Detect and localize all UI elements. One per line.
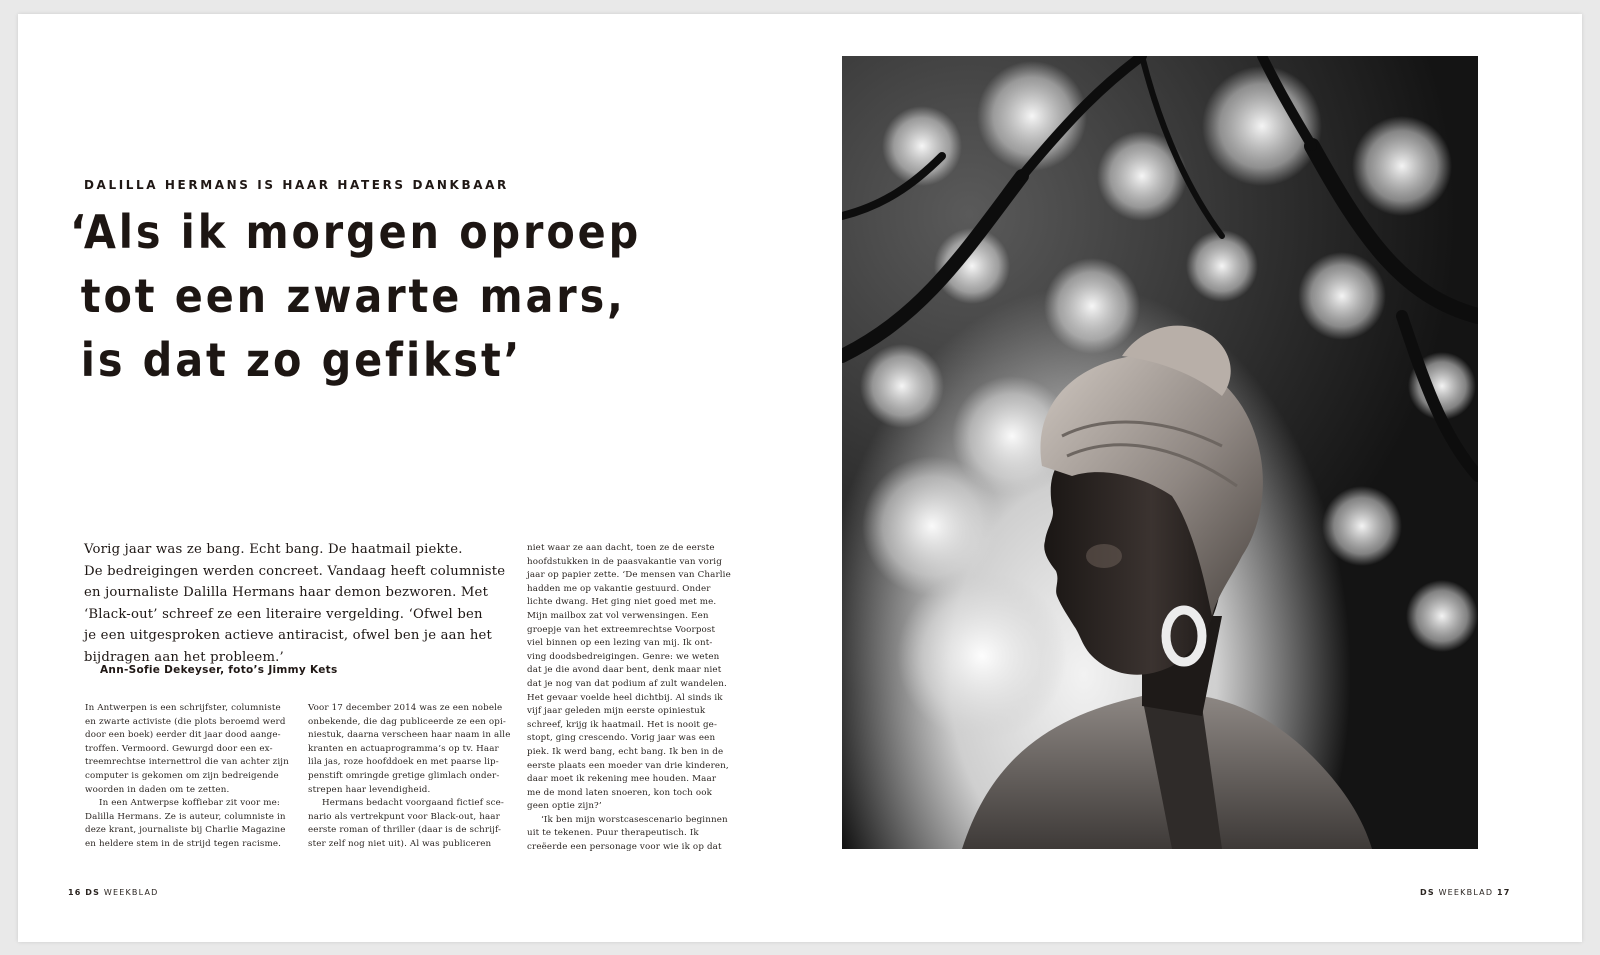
lead-line: Vorig jaar was ze bang. Echt bang. De haatmail piekte.: [84, 542, 463, 557]
article-lead: [84, 539, 524, 669]
page-number-left: 16: [68, 888, 82, 897]
body-line: piek. Ik werd bang, echt bang. Ik ben in de: [527, 746, 724, 757]
brand-mark-left: DS: [85, 888, 101, 897]
body-line: niet waar ze aan dacht, toen ze de eerste: [527, 543, 715, 553]
lead-line: bijdragen aan het probleem.’: [84, 649, 284, 665]
body-line: hoofdstukken in de paasvakantie van vorig: [527, 556, 722, 567]
body-line: dat je nog van dat podium af zult wandelen.: [527, 678, 727, 689]
body-line: lichte dwang. Het ging niet goed met me.: [527, 597, 717, 608]
body-line: eerste roman of thriller (daar is de schrijf-: [308, 825, 502, 836]
magazine-spread: [18, 14, 1582, 942]
body-line: Hermans bedacht voorgaand fictief sce-: [322, 798, 504, 809]
portrait-photo: [842, 56, 1478, 849]
body-line: strepen haar levendigheid.: [308, 784, 431, 795]
body-line: stopt, ging crescendo. Vorig jaar was een: [527, 733, 716, 744]
lead-line: ‘Black-out’ schreef ze een literaire vergelding. ‘Ofwel ben: [84, 606, 483, 622]
body-line: door een boek) eerder dit jaar dood aange-: [85, 730, 281, 741]
lead-line: en journaliste Dalilla Hermans haar demon bezworen. Met: [84, 585, 489, 601]
body-line: ‘Ik ben mijn worstcasescenario beginnen: [541, 814, 728, 825]
headline-line: is dat zo gefikst’: [80, 333, 523, 387]
body-line: creëerde een personage voor wie ik op dat: [527, 842, 722, 853]
body-line: In Antwerpen is een schrijfster, columniste: [85, 703, 281, 713]
body-line: penstift omringde gretige glimlach onder-: [308, 770, 500, 781]
body-line: deze krant, journaliste bij Charlie Magazine: [85, 825, 286, 836]
folio-right: [1420, 888, 1511, 897]
body-line: ving doodsbedreigingen. Genre: we weten: [527, 651, 720, 662]
body-line: jaar op papier zette. ‘De mensen van Charlie: [527, 570, 731, 581]
body-line: onbekende, die dag publiceerde ze een opi-: [308, 716, 507, 727]
body-line: woorden in daden om te zetten.: [85, 784, 230, 795]
headline-line: ‘Als ik morgen oproep: [70, 205, 642, 259]
body-line: eerste plaats een moeder van drie kinderen,: [527, 760, 729, 771]
body-line: geen optie zijn?’: [527, 801, 602, 812]
headline-line: tot een zwarte mars,: [80, 269, 626, 323]
body-line: In een Antwerpse koffiebar zit voor me:: [99, 798, 280, 809]
body-line: troffen. Vermoord. Gewurgd door een ex-: [85, 743, 273, 754]
body-line: computer is gekomen om zijn bedreigende: [85, 770, 279, 781]
body-column-1: [85, 702, 289, 852]
body-line: uit te tekenen. Puur therapeutisch. Ik: [527, 828, 699, 839]
article-headline: [70, 200, 642, 392]
body-line: treemrechtse internettrol die van achter zijn: [85, 757, 289, 768]
body-column-2: [308, 702, 511, 852]
body-column-3: [527, 542, 731, 855]
body-line: vijf jaar geleden mijn eerste opiniestuk: [527, 706, 706, 717]
body-line: en zwarte activiste (die plots beroemd werd: [85, 716, 286, 727]
cheek-highlight: [1086, 544, 1122, 568]
article-kicker: DALILLA HERMANS IS HAAR HATERS DANKBAAR: [84, 178, 509, 192]
body-line: kranten en actuaprogramma’s op tv. Haar: [308, 743, 499, 754]
body-line: schreef, krijg ik haatmail. Het is nooit ge-: [527, 719, 718, 730]
brand-name-right: WEEKBLAD: [1438, 888, 1494, 897]
body-line: me de mond laten snoeren, kon toch ook: [527, 787, 712, 798]
body-line: viel binnen op een lezing van mij. Ik ont-: [527, 638, 713, 649]
body-line: Dalilla Hermans. Ze is auteur, columniste in: [85, 811, 286, 822]
body-line: ster zelf nog niet uit). Al was publiceren: [308, 838, 492, 849]
body-line: en heldere stem in de strijd tegen racisme.: [85, 838, 282, 849]
body-line: Het gevaar voelde heel dichtbij. Al sinds ik: [527, 692, 723, 703]
body-line: niestuk, daarna verscheen haar naam in alle: [308, 730, 511, 741]
lead-line: De bedreigingen werden concreet. Vandaag heeft columniste: [84, 563, 506, 579]
body-line: daar moet ik rekening mee houden. Maar: [527, 774, 717, 785]
body-line: hadden me op vakantie gestuurd. Onder: [527, 583, 711, 594]
portrait-illustration: [842, 56, 1478, 849]
body-line: nario als vertrekpunt voor Black-out, haar: [308, 811, 500, 822]
folio-left: [68, 888, 159, 897]
body-line: groepje van het extreemrechtse Voorpost: [527, 624, 716, 635]
body-line: Voor 17 december 2014 was ze een nobele: [308, 703, 503, 713]
body-line: Mijn mailbox zat vol verwensingen. Een: [527, 610, 709, 621]
lead-line: je een uitgesproken actieve antiracist, ofwel ben je aan het: [84, 628, 493, 644]
page-number-right: 17: [1496, 888, 1511, 897]
body-line: lila jas, roze hoofddoek en met paarse lip-: [308, 757, 499, 768]
body-line: dat je die avond daar bent, denk maar niet: [527, 665, 722, 676]
brand-mark-right: DS: [1420, 888, 1435, 897]
article-byline: Ann-Sofie Dekeyser, foto’s Jimmy Kets: [100, 664, 338, 676]
brand-name-left: WEEKBLAD: [103, 888, 159, 897]
